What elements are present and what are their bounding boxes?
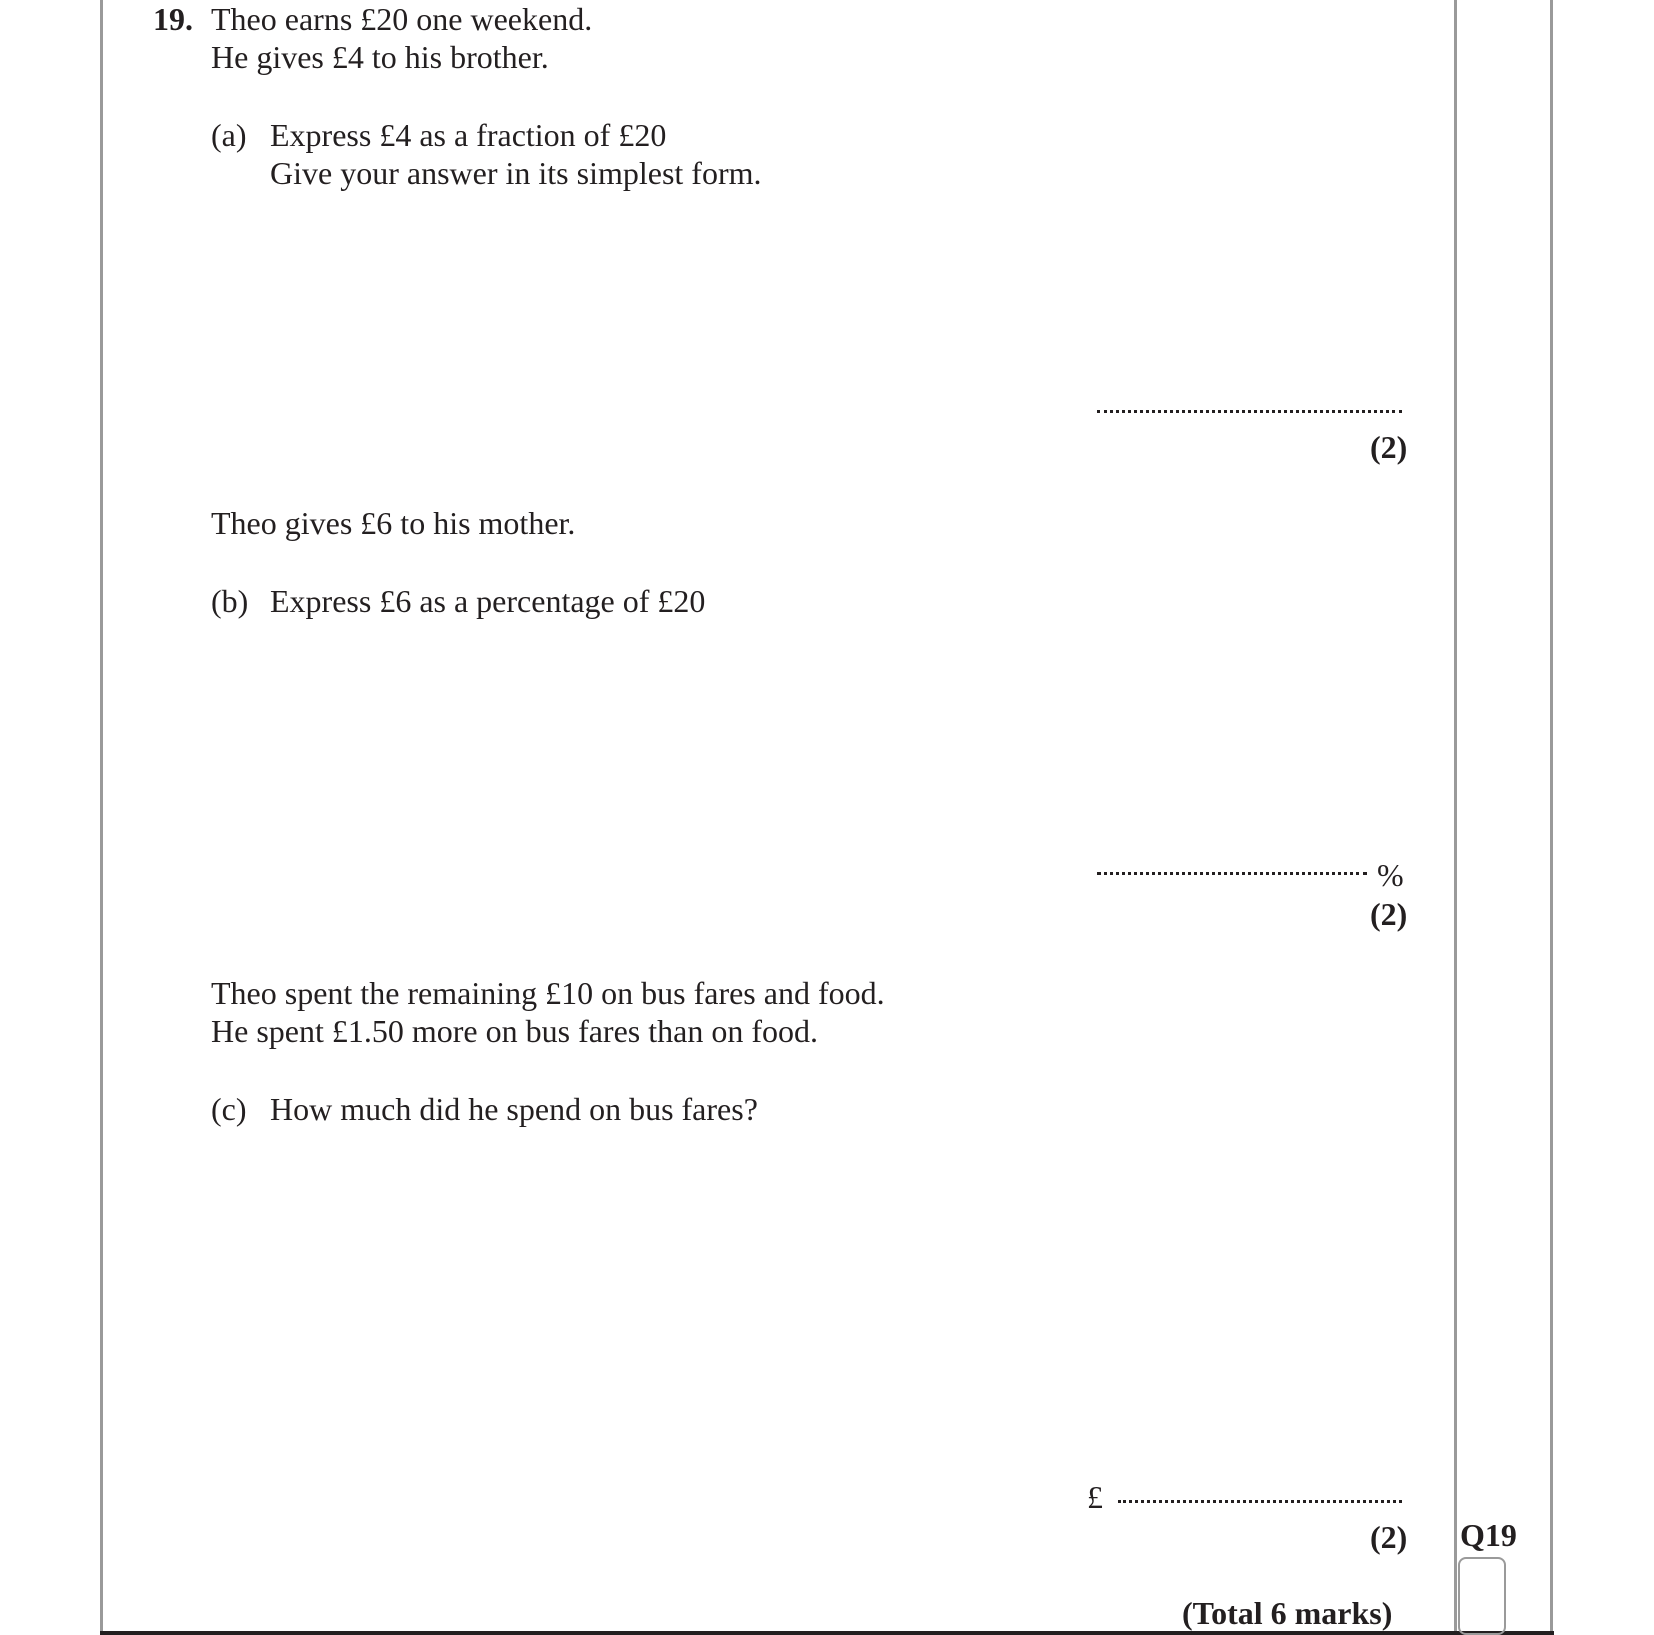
part-a-marks: (2) bbox=[1370, 429, 1408, 465]
part-c-answer-line[interactable] bbox=[1118, 1500, 1402, 1503]
examiner-mark-box bbox=[1458, 1557, 1506, 1635]
part-c-preamble-line-2: He spent £1.50 more on bus fares than on food. bbox=[211, 1013, 818, 1049]
page-left-border bbox=[100, 0, 103, 1635]
question-intro-line-1: Theo earns £20 one weekend. bbox=[211, 1, 593, 37]
question-number: 19. bbox=[153, 1, 193, 37]
total-marks: (Total 6 marks) bbox=[1182, 1595, 1393, 1631]
page-right-border bbox=[1550, 0, 1553, 1635]
part-b-marks: (2) bbox=[1370, 896, 1408, 932]
part-c-text: How much did he spend on bus fares? bbox=[270, 1091, 758, 1127]
part-b-answer-line[interactable] bbox=[1097, 872, 1367, 875]
margin-question-label: Q19 bbox=[1460, 1517, 1517, 1553]
part-a-label: (a) bbox=[211, 117, 247, 153]
part-c-marks: (2) bbox=[1370, 1519, 1408, 1555]
question-intro-line-2: He gives £4 to his brother. bbox=[211, 39, 549, 75]
part-a-text-line-2: Give your answer in its simplest form. bbox=[270, 155, 762, 191]
part-b-text: Express £6 as a percentage of £20 bbox=[270, 583, 706, 619]
margin-divider bbox=[1454, 0, 1457, 1635]
part-c-answer-prefix: £ bbox=[1087, 1479, 1103, 1515]
part-b-preamble: Theo gives £6 to his mother. bbox=[211, 505, 576, 541]
part-a-text-line-1: Express £4 as a fraction of £20 bbox=[270, 117, 667, 153]
part-c-preamble-line-1: Theo spent the remaining £10 on bus fares and food. bbox=[211, 975, 885, 1011]
part-a-answer-line[interactable] bbox=[1097, 410, 1402, 413]
part-c-label: (c) bbox=[211, 1091, 247, 1127]
part-b-label: (b) bbox=[211, 583, 249, 619]
part-b-answer-suffix: % bbox=[1377, 857, 1404, 893]
